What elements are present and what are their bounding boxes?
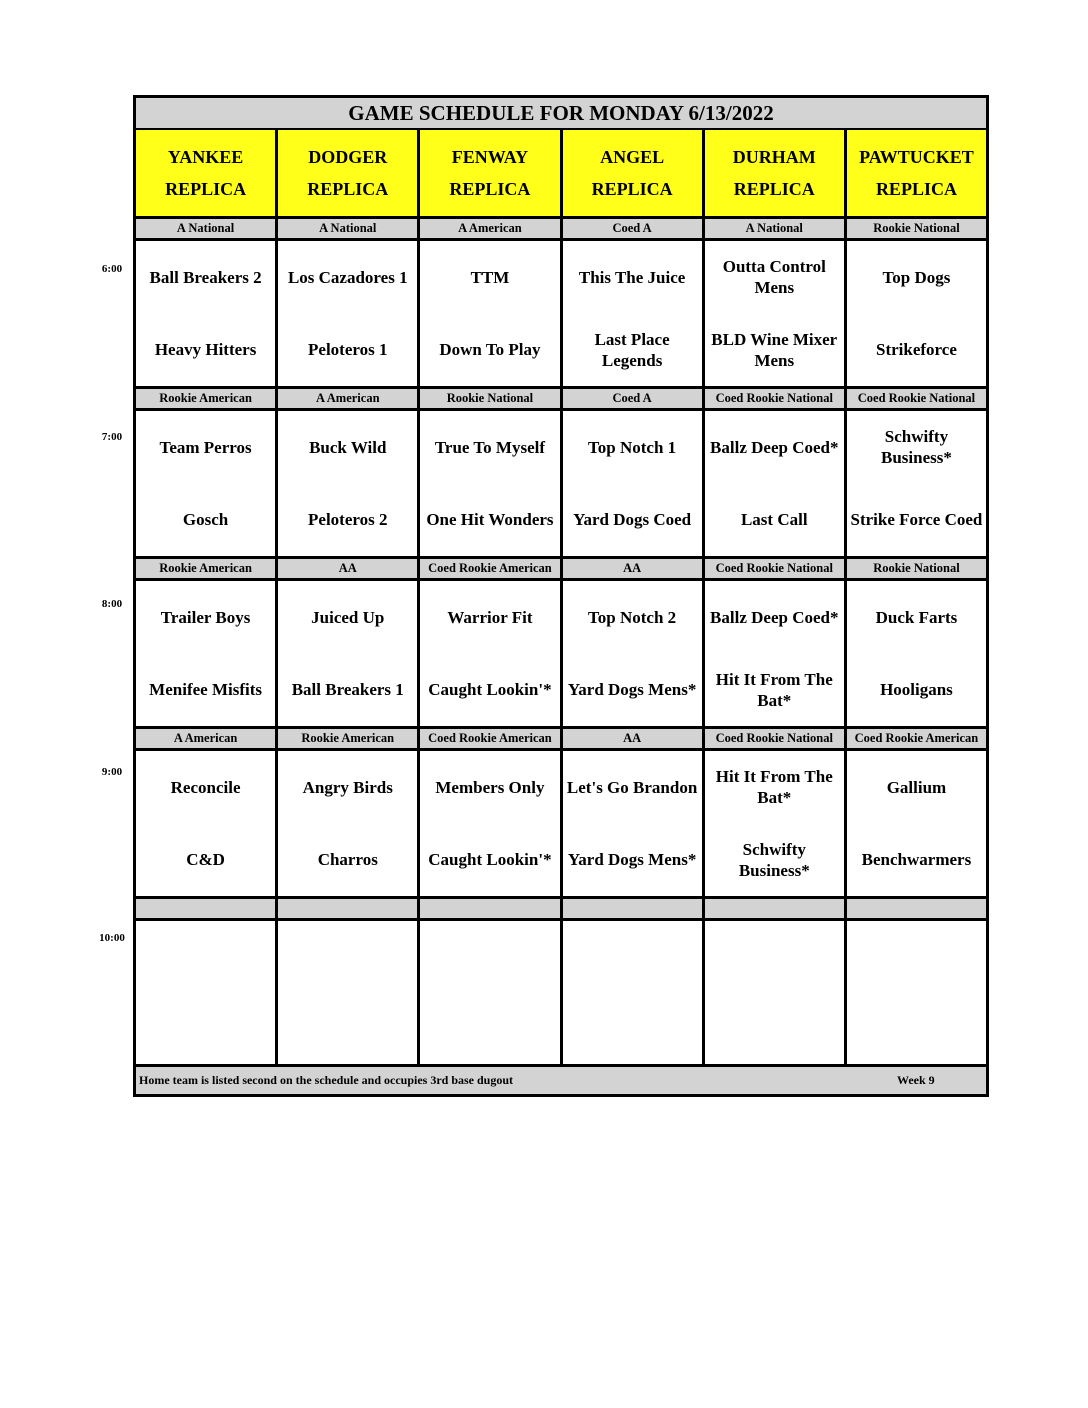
game-cell (705, 241, 847, 386)
field-sub: REPLICA (591, 178, 673, 199)
game-cell (278, 751, 420, 896)
week-label: Week 9 (897, 1073, 935, 1087)
game-cell (705, 411, 847, 556)
game-cell (420, 581, 562, 726)
field-name: YANKEE (167, 146, 244, 167)
field-name: ANGEL (600, 146, 665, 167)
game-cell (847, 411, 986, 556)
away-team: True To Myself (434, 437, 546, 457)
time-label: 7:00 (101, 431, 123, 443)
home-team: Menifee Misfits (149, 680, 262, 700)
schedule-title: GAME SCHEDULE FOR MONDAY 6/13/2022 (136, 98, 986, 130)
division-label: Coed Rookie American (847, 729, 986, 748)
game-cell (563, 411, 705, 556)
time-label: 9:00 (101, 766, 123, 778)
division-label: Rookie American (278, 729, 420, 748)
division-label (278, 899, 420, 918)
time-label: 6:00 (101, 263, 123, 275)
away-team: This The Juice (578, 267, 686, 287)
home-team: Strike Force Coed (850, 510, 983, 530)
away-team: Buck Wild (309, 437, 387, 457)
home-team: Caught Lookin'* (428, 850, 552, 870)
away-team: Hit It From The Bat* (715, 767, 833, 808)
game-cell (563, 581, 705, 726)
game-row (136, 411, 986, 559)
division-label: Coed Rookie National (705, 559, 847, 578)
game-cell (136, 581, 278, 726)
field-sub: REPLICA (449, 178, 531, 199)
division-label: A National (278, 219, 420, 238)
game-cell (278, 411, 420, 556)
game-cell (563, 241, 705, 386)
home-team: Yard Dogs Coed (573, 510, 692, 530)
field-sub: REPLICA (733, 178, 815, 199)
schedule-footer (136, 1067, 986, 1094)
empty-game-cell (420, 921, 562, 1064)
home-team: Peloteros 1 (308, 340, 388, 360)
home-team: Caught Lookin'* (428, 680, 552, 700)
time-label: 10:00 (99, 932, 125, 944)
division-label: A National (705, 219, 847, 238)
division-label: A American (278, 389, 420, 408)
field-header (847, 130, 986, 216)
home-team: Gosch (182, 510, 229, 530)
home-team: Hooligans (880, 680, 953, 700)
empty-game-row (136, 921, 986, 1067)
home-team: C&D (186, 850, 225, 870)
empty-game-cell (278, 921, 420, 1064)
division-label: AA (563, 729, 705, 748)
away-team: Trailer Boys (160, 607, 251, 627)
division-row (136, 389, 986, 411)
game-cell (136, 241, 278, 386)
game-cell (278, 241, 420, 386)
field-name: PAWTUCKET (859, 146, 974, 167)
empty-game-cell (136, 921, 278, 1064)
game-cell (420, 751, 562, 896)
empty-game-cell (705, 921, 847, 1064)
game-cell (420, 241, 562, 386)
game-cell (420, 411, 562, 556)
away-team: Reconcile (170, 777, 241, 797)
division-label: Rookie National (420, 389, 562, 408)
home-team: Yard Dogs Mens* (567, 850, 697, 870)
away-team: Gallium (886, 777, 947, 797)
division-label: Coed Rookie National (847, 389, 986, 408)
away-team: Members Only (435, 777, 545, 797)
home-team: Down To Play (439, 340, 541, 360)
home-team: One Hit Wonders (426, 510, 554, 530)
division-label: Coed Rookie American (420, 559, 562, 578)
division-label (705, 899, 847, 918)
division-label: Coed Rookie National (705, 729, 847, 748)
division-row (136, 219, 986, 241)
home-team: Schwifty Business* (738, 839, 810, 880)
away-team: Duck Farts (875, 607, 958, 627)
game-cell (136, 751, 278, 896)
field-header (136, 130, 278, 216)
away-team: Angry Birds (302, 777, 393, 797)
away-team: Schwifty Business* (881, 427, 952, 468)
away-team: Outta Control Mens (722, 257, 826, 298)
field-name: FENWAY (451, 146, 529, 167)
home-team: BLD Wine Mixer Mens (711, 329, 838, 370)
game-cell (847, 241, 986, 386)
away-team: Let's Go Brandon (566, 777, 698, 797)
home-team: Last Call (740, 510, 808, 530)
field-name: DODGER (308, 146, 388, 167)
game-cell (705, 581, 847, 726)
division-row (136, 559, 986, 581)
field-header (705, 130, 847, 216)
division-label: A American (136, 729, 278, 748)
game-cell (705, 751, 847, 896)
home-team: Heavy Hitters (154, 340, 257, 360)
empty-game-cell (563, 921, 705, 1064)
field-sub: REPLICA (875, 178, 957, 199)
home-team: Yard Dogs Mens* (567, 680, 697, 700)
game-cell (278, 581, 420, 726)
game-row (136, 581, 986, 729)
game-row (136, 241, 986, 389)
home-team: Hit It From The Bat* (715, 669, 833, 710)
game-cell (847, 751, 986, 896)
division-label: Rookie National (847, 219, 986, 238)
home-team-note: Home team is listed second on the schedule and occupies 3rd base dugout (139, 1073, 514, 1087)
division-label (136, 899, 278, 918)
division-label (420, 899, 562, 918)
field-sub: REPLICA (165, 178, 247, 199)
game-cell (563, 751, 705, 896)
empty-game-cell (847, 921, 986, 1064)
division-label: A National (136, 219, 278, 238)
away-team: Ballz Deep Coed* (710, 607, 839, 627)
schedule-sheet (133, 95, 989, 1097)
home-team: Peloteros 2 (308, 510, 388, 530)
division-label: Coed Rookie National (705, 389, 847, 408)
division-label: Rookie American (136, 559, 278, 578)
field-header (420, 130, 562, 216)
division-row (136, 899, 986, 921)
away-team: Top Dogs (882, 267, 951, 287)
division-label: AA (278, 559, 420, 578)
game-cell (136, 411, 278, 556)
division-label (847, 899, 986, 918)
away-team: Top Notch 1 (588, 437, 677, 457)
home-team: Charros (317, 850, 378, 870)
game-row (136, 751, 986, 899)
field-header (563, 130, 705, 216)
field-header-row (136, 130, 986, 219)
away-team: Top Notch 2 (588, 607, 677, 627)
home-team: Last Place Legends (594, 329, 670, 370)
division-label: Rookie National (847, 559, 986, 578)
division-label: Coed A (563, 389, 705, 408)
away-team: Team Perros (159, 437, 252, 457)
away-team: TTM (470, 267, 510, 287)
home-team: Benchwarmers (861, 850, 972, 870)
division-label: Coed Rookie American (420, 729, 562, 748)
field-sub: REPLICA (307, 178, 389, 199)
time-label: 8:00 (101, 598, 123, 610)
field-name: DURHAM (732, 146, 816, 167)
division-label: Rookie American (136, 389, 278, 408)
away-team: Ball Breakers 2 (149, 267, 262, 287)
game-cell (847, 581, 986, 726)
away-team: Ballz Deep Coed* (710, 437, 839, 457)
home-team: Ball Breakers 1 (291, 680, 404, 700)
division-label: AA (563, 559, 705, 578)
division-label: Coed A (563, 219, 705, 238)
away-team: Warrior Fit (447, 607, 533, 627)
home-team: Strikeforce (876, 340, 957, 360)
away-team: Los Cazadores 1 (287, 267, 408, 287)
division-label: A American (420, 219, 562, 238)
away-team: Juiced Up (311, 607, 385, 627)
division-row (136, 729, 986, 751)
division-label (563, 899, 705, 918)
field-header (278, 130, 420, 216)
